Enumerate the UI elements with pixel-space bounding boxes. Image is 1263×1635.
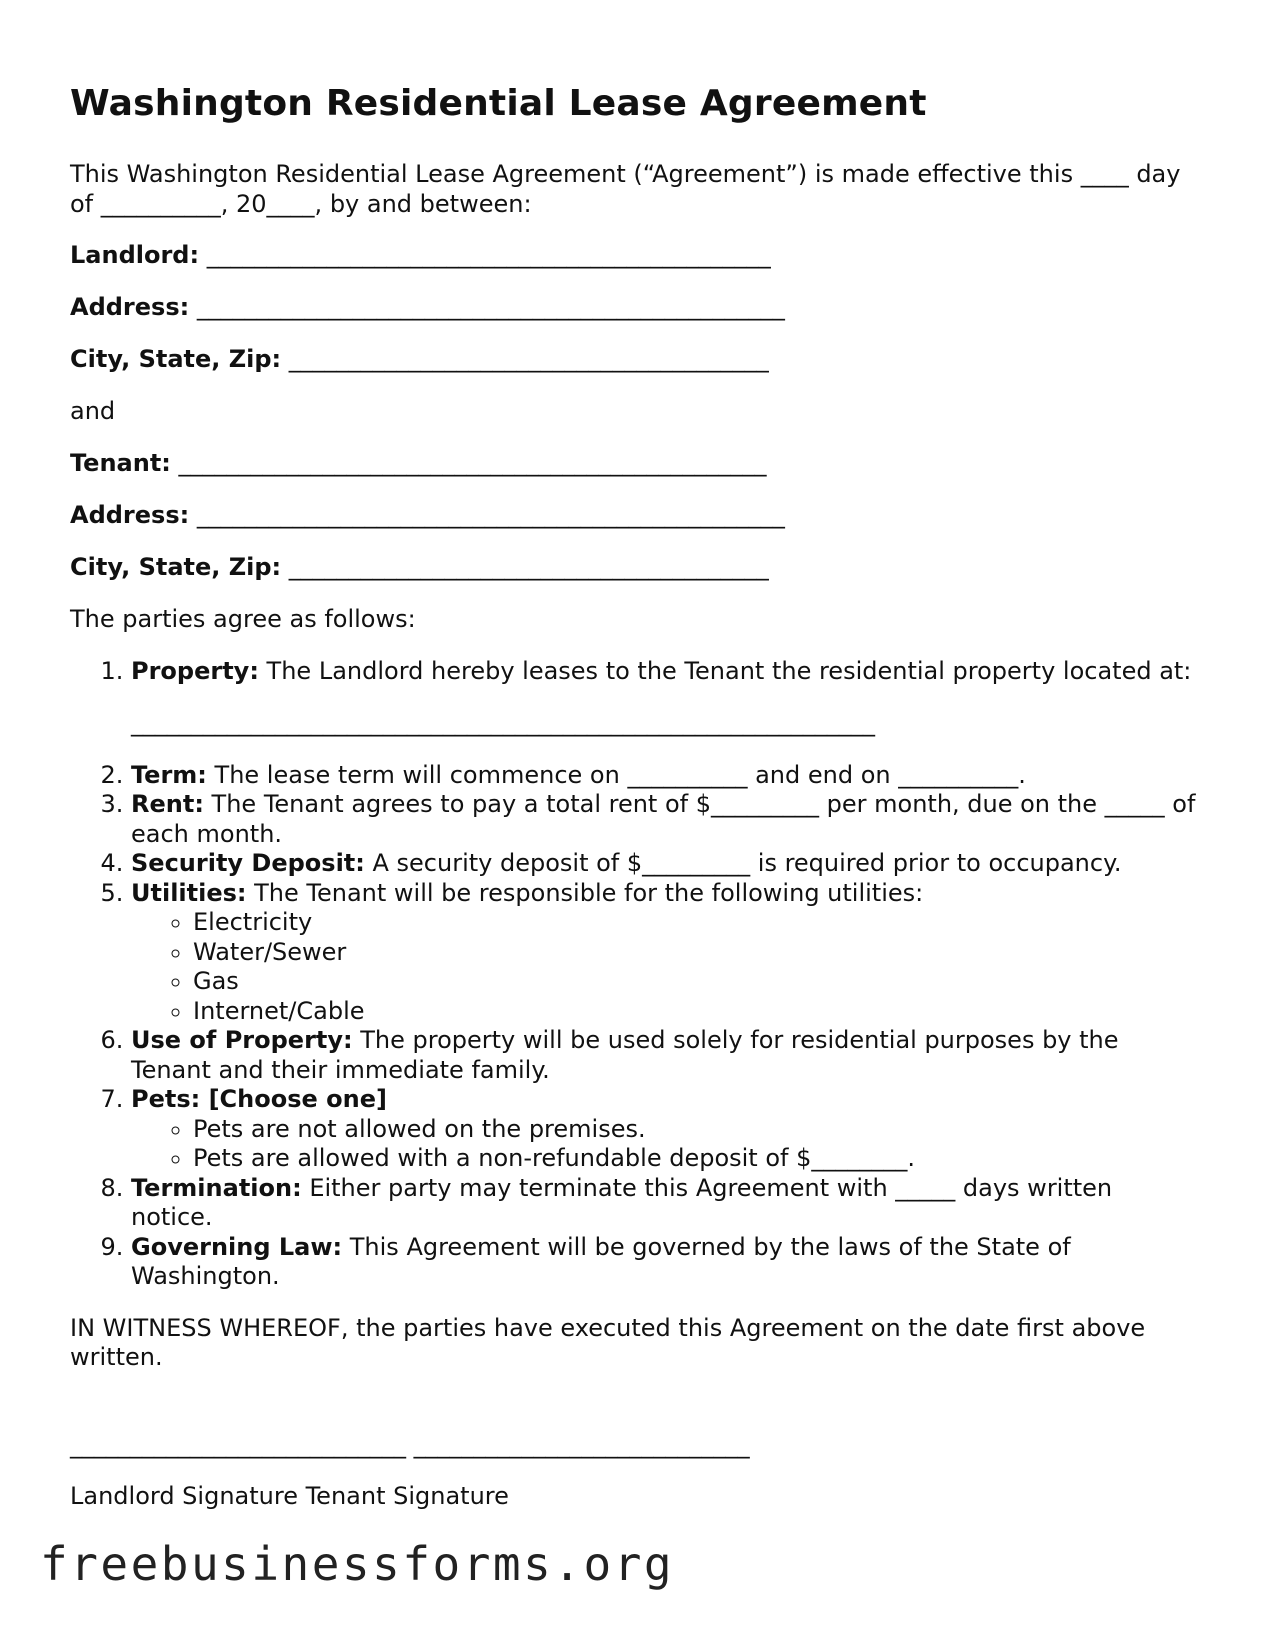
landlord-address-field[interactable]: [70, 293, 1200, 323]
watermark-text: freebusinessforms.org: [40, 1537, 675, 1591]
clause-security-deposit: [131, 849, 1200, 879]
clauses-list: [70, 657, 1200, 1292]
parties-agree-text: The parties agree as follows:: [70, 605, 416, 633]
tenant-name-label: Tenant:: [70, 449, 171, 477]
clause-text: This Agreement will be governed by the laws of the State of Washington.: [131, 1232, 1071, 1290]
lease-document: [70, 82, 1200, 1512]
clause-label: Property:: [131, 657, 259, 685]
clause-text: The Tenant agrees to pay a total rent of $_________ per month, due on the _____ of each month.: [131, 790, 1196, 848]
clause-text: A security deposit of $_________ is required prior to occupancy.: [364, 849, 1122, 877]
tenant-city-field[interactable]: [70, 553, 1200, 583]
tenant-address-label: Address:: [70, 501, 190, 529]
clause-text: The lease term will commence on __________ and end on __________.: [206, 760, 1026, 789]
clause-text: The property will be used solely for residential purposes by the Tenant and their immediate family.: [131, 1026, 1119, 1084]
landlord-name-label: Landlord:: [70, 241, 200, 269]
clause-text: The Landlord hereby leases to the Tenant the residential property located at:: [258, 657, 1192, 685]
tenant-name-blank[interactable]: _________________________________________________: [178, 449, 767, 477]
landlord-city-blank[interactable]: ________________________________________: [288, 345, 769, 373]
landlord-address-blank[interactable]: _________________________________________________: [196, 293, 785, 321]
tenant-name-field[interactable]: [70, 449, 1200, 479]
clause-term: [131, 761, 1200, 791]
list-item: ◦ Internet/Cable: [193, 997, 1200, 1027]
pets-options-list: [131, 1115, 1200, 1174]
landlord-name-blank[interactable]: _______________________________________________: [206, 241, 771, 269]
clause-rent: [131, 790, 1200, 849]
utilities-list: [131, 908, 1200, 1026]
landlord-city-field[interactable]: [70, 345, 1200, 375]
list-item: ◦ Gas: [193, 967, 1200, 997]
clause-text: Either party may terminate this Agreement with _____ days written notice.: [131, 1173, 1113, 1231]
list-item: ◦ Pets are allowed with a non-refundable deposit of $________.: [193, 1144, 1200, 1174]
witness-paragraph: IN WITNESS WHEREOF, the parties have executed this Agreement on the date first above written.: [70, 1313, 1146, 1371]
tenant-city-blank[interactable]: ________________________________________: [288, 553, 769, 581]
property-address-blank[interactable]: ______________________________________________________________: [131, 709, 875, 737]
clause-text: The Tenant will be responsible for the following utilities:: [246, 878, 924, 907]
clause-label: Security Deposit:: [131, 849, 365, 877]
clause-pets: [131, 1085, 1200, 1174]
clause-governing-law: [131, 1233, 1200, 1292]
landlord-name-field[interactable]: [70, 241, 1200, 271]
clause-label: Pets: [Choose one]: [131, 1085, 387, 1113]
clause-use-of-property: [131, 1026, 1200, 1085]
signature-lines[interactable]: ____________________________ ____________________________: [70, 1430, 750, 1459]
clause-label: Rent:: [131, 790, 204, 818]
tenant-address-blank[interactable]: _________________________________________________: [196, 501, 785, 529]
clause-property: [131, 657, 1200, 739]
intro-paragraph: This Washington Residential Lease Agreement (“Agreement”) is made effective this ____ day of __________, 20____, by and between:: [70, 160, 1181, 218]
list-item: ◦ Pets are not allowed on the premises.: [193, 1115, 1200, 1145]
and-text: and: [70, 397, 116, 425]
clause-label: Governing Law:: [131, 1232, 343, 1261]
landlord-address-label: Address:: [70, 293, 190, 321]
list-item: ◦ Electricity: [193, 908, 1200, 938]
tenant-city-label: City, State, Zip:: [70, 553, 282, 581]
tenant-address-field[interactable]: [70, 501, 1200, 531]
clause-label: Use of Property:: [131, 1026, 353, 1054]
list-item: ◦ Water/Sewer: [193, 938, 1200, 968]
clause-label: Termination:: [131, 1173, 302, 1202]
signature-labels: Landlord Signature Tenant Signature: [70, 1482, 509, 1510]
clause-label: Term:: [131, 760, 207, 789]
clause-termination: [131, 1174, 1200, 1233]
clause-utilities: [131, 879, 1200, 1027]
clause-label: Utilities:: [131, 878, 247, 907]
document-title: Washington Residential Lease Agreement: [70, 83, 927, 124]
landlord-city-label: City, State, Zip:: [70, 345, 282, 373]
